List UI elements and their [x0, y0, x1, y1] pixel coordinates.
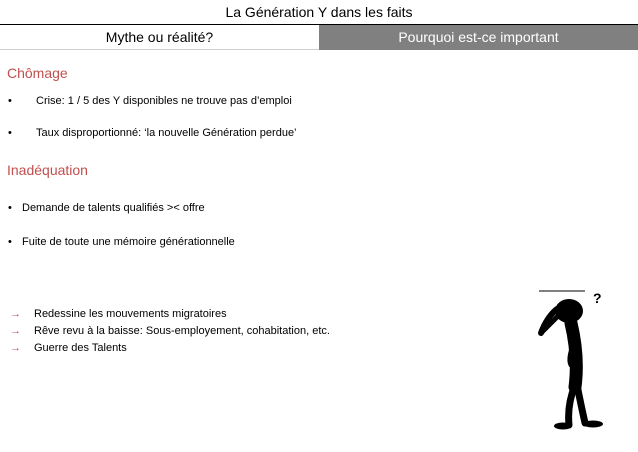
- arrow-item: [10, 308, 227, 320]
- heading-chomage: Chômage: [7, 65, 68, 81]
- arrow-item-text: Guerre des Talents: [34, 342, 127, 354]
- arrow-item: [10, 325, 330, 337]
- arrow-right-icon: →: [10, 325, 21, 337]
- arrow-item-text: Rêve revu à la baisse: Sous-employement, cohabitation, etc.: [34, 325, 330, 337]
- list-item-text: Fuite de toute une mémoire générationnelle: [22, 236, 235, 248]
- slide-title: La Génération Y dans les faits: [0, 0, 638, 25]
- list-item: [8, 95, 292, 107]
- confused-thinker-icon: [527, 287, 612, 432]
- tab-mythe-ou-realite[interactable]: Mythe ou réalité?: [0, 25, 319, 50]
- tab-pourquoi-important[interactable]: Pourquoi est-ce important: [319, 25, 638, 50]
- bullet-icon: •: [8, 236, 12, 248]
- list-item-text: Demande de talents qualifiés >< offre: [22, 202, 205, 214]
- arrow-right-icon: →: [10, 308, 21, 320]
- list-item: [8, 127, 297, 139]
- bullet-icon: •: [8, 127, 12, 139]
- heading-inadequation: Inadéquation: [7, 162, 88, 178]
- arrow-item: [10, 342, 127, 354]
- list-item: [8, 236, 235, 248]
- bullet-icon: •: [8, 95, 12, 107]
- list-item-text: Taux disproportionné: ‘la nouvelle Génération perdue’: [36, 127, 297, 139]
- tab-bar: [0, 25, 638, 50]
- arrow-right-icon: →: [10, 342, 21, 354]
- svg-text:?: ?: [593, 290, 602, 306]
- list-item-text: Crise: 1 / 5 des Y disponibles ne trouve pas d’emploi: [36, 95, 292, 107]
- bullet-icon: •: [8, 202, 12, 214]
- arrow-item-text: Redessine les mouvements migratoires: [34, 308, 227, 320]
- list-item: [8, 202, 205, 214]
